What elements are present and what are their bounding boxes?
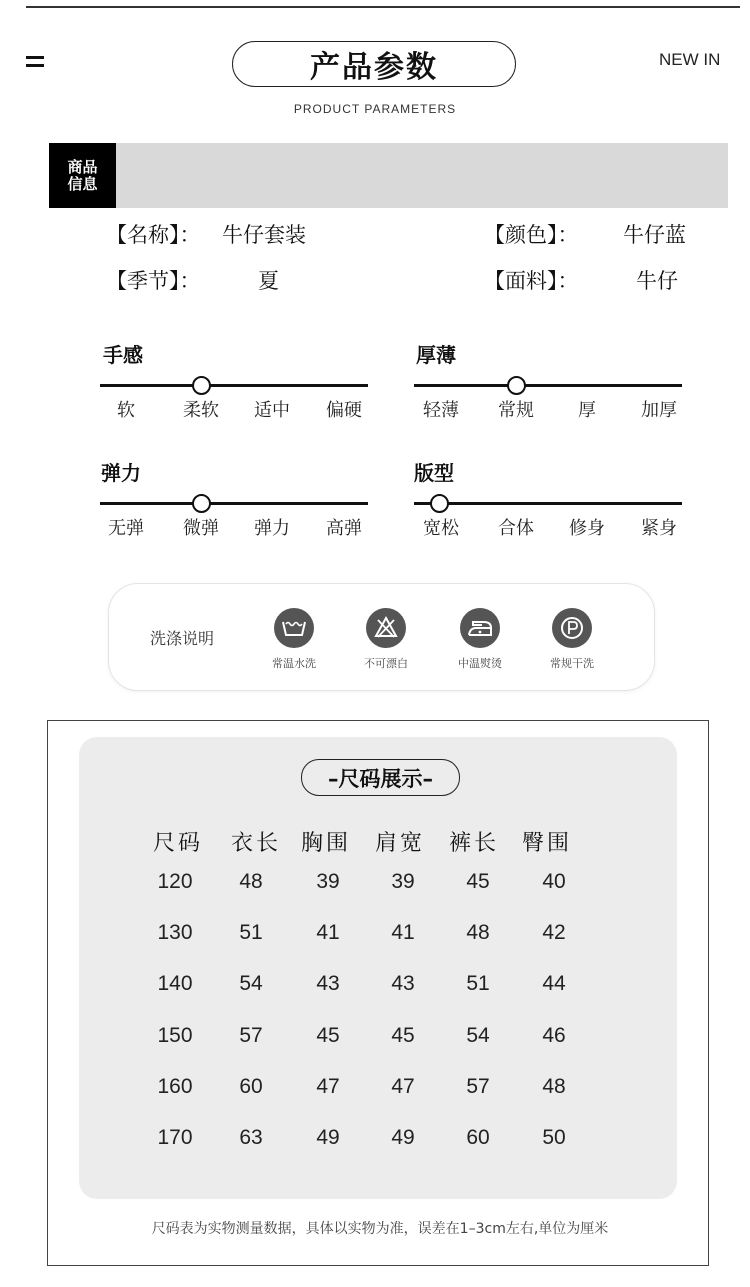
slider-track-hand-feel: [100, 384, 368, 387]
wash-label: 中温熨烫: [458, 657, 502, 670]
table-cell: 47: [316, 1075, 340, 1098]
table-cell: 47: [391, 1075, 415, 1098]
slider-option: 无弹: [108, 518, 144, 539]
table-cell: 41: [316, 921, 340, 944]
fabric-value: 牛仔: [636, 269, 678, 293]
slider-title-hand-feel: 手感: [103, 343, 143, 367]
slider-option: 适中: [254, 400, 290, 421]
table-cell: 49: [391, 1126, 415, 1149]
table-cell: 50: [542, 1126, 566, 1149]
name-label: 【名称】：: [106, 223, 201, 247]
table-cell: 54: [239, 972, 263, 995]
table-cell: 45: [391, 1024, 415, 1047]
slider-option: 常规: [498, 400, 534, 421]
hand-wash-icon: [274, 608, 314, 648]
table-cell: 44: [542, 972, 566, 995]
table-cell: 150: [157, 1024, 193, 1047]
table-cell: 57: [466, 1075, 490, 1098]
table-header: 裤长: [448, 831, 500, 856]
no-bleach-icon: [366, 608, 406, 648]
table-cell: 51: [466, 972, 490, 995]
slider-option: 紧身: [641, 518, 677, 539]
table-cell: 170: [157, 1126, 193, 1149]
season-value: 夏: [258, 269, 279, 293]
slider-option: 偏硬: [326, 400, 362, 421]
table-cell: 41: [391, 921, 415, 944]
slider-option: 弹力: [254, 518, 290, 539]
table-cell: 39: [391, 870, 415, 893]
slider-option: 修身: [569, 518, 605, 539]
table-cell: 45: [316, 1024, 340, 1047]
page-title: 产品参数: [232, 41, 516, 87]
table-cell: 48: [239, 870, 263, 893]
slider-knob-hand-feel[interactable]: [192, 376, 211, 395]
fabric-label: 【面料】：: [484, 269, 579, 293]
slider-option: 加厚: [641, 400, 677, 421]
slider-title-thickness: 厚薄: [416, 343, 456, 367]
table-cell: 49: [316, 1126, 340, 1149]
table-cell: 48: [466, 921, 490, 944]
slider-knob-fit[interactable]: [430, 494, 449, 513]
slider-title-elasticity: 弹力: [101, 461, 141, 485]
wash-label: 常规干洗: [550, 657, 594, 670]
new-in-link[interactable]: NEW IN: [659, 50, 721, 69]
table-cell: 48: [542, 1075, 566, 1098]
table-cell: 140: [157, 972, 193, 995]
slider-track-elasticity: [100, 502, 368, 505]
table-cell: 51: [239, 921, 263, 944]
color-value: 牛仔蓝: [623, 223, 686, 247]
slider-track-fit: [414, 502, 682, 505]
table-cell: 54: [466, 1024, 490, 1047]
table-cell: 130: [157, 921, 193, 944]
slider-knob-elasticity[interactable]: [192, 494, 211, 513]
slider-knob-thickness[interactable]: [507, 376, 526, 395]
table-cell: 42: [542, 921, 566, 944]
table-header: 臀围: [521, 831, 573, 856]
table-cell: 60: [239, 1075, 263, 1098]
slider-option: 合体: [498, 518, 534, 539]
table-cell: 40: [542, 870, 566, 893]
size-chart-note: 尺码表为实物测量数据，具体以实物为准，误差在1–3cm左右,单位为厘米: [151, 1221, 609, 1237]
slider-title-fit: 版型: [414, 461, 454, 485]
table-header: 胸围: [300, 831, 352, 856]
slider-option: 轻薄: [423, 400, 459, 421]
table-cell: 160: [157, 1075, 193, 1098]
table-cell: 120: [157, 870, 193, 893]
table-cell: 46: [542, 1024, 566, 1047]
slider-option: 高弹: [326, 518, 362, 539]
wash-label: 不可漂白: [364, 657, 408, 670]
table-header: 衣长: [230, 831, 282, 856]
name-value: 牛仔套装: [222, 223, 306, 247]
slider-option: 微弹: [183, 518, 219, 539]
table-cell: 60: [466, 1126, 490, 1149]
wash-label: 常温水洗: [272, 657, 316, 670]
table-cell: 43: [391, 972, 415, 995]
product-info-tag: [49, 143, 116, 208]
table-cell: 43: [316, 972, 340, 995]
product-info-bar: [49, 143, 728, 208]
table-cell: 57: [239, 1024, 263, 1047]
iron-icon: [460, 608, 500, 648]
product-info-tag-label: 商品信息: [67, 157, 98, 193]
page-subtitle: PRODUCT PARAMETERS: [293, 102, 457, 116]
wash-instructions-title: 洗涤说明: [150, 629, 215, 648]
table-header: 肩宽: [374, 831, 426, 856]
season-label: 【季节】：: [106, 269, 201, 293]
slider-option: 软: [117, 400, 135, 421]
slider-option: 宽松: [423, 518, 459, 539]
table-cell: 39: [316, 870, 340, 893]
top-divider: [26, 6, 740, 8]
table-header: 尺码: [152, 831, 204, 856]
size-chart-title: –尺码展示–: [301, 759, 460, 796]
table-cell: 63: [239, 1126, 263, 1149]
dry-clean-icon: [552, 608, 592, 648]
slider-option: 厚: [578, 400, 596, 421]
color-label: 【颜色】：: [484, 223, 579, 247]
table-cell: 45: [466, 870, 490, 893]
hamburger-icon[interactable]: [26, 56, 44, 68]
slider-option: 柔软: [183, 400, 219, 421]
slider-track-thickness: [414, 384, 682, 387]
